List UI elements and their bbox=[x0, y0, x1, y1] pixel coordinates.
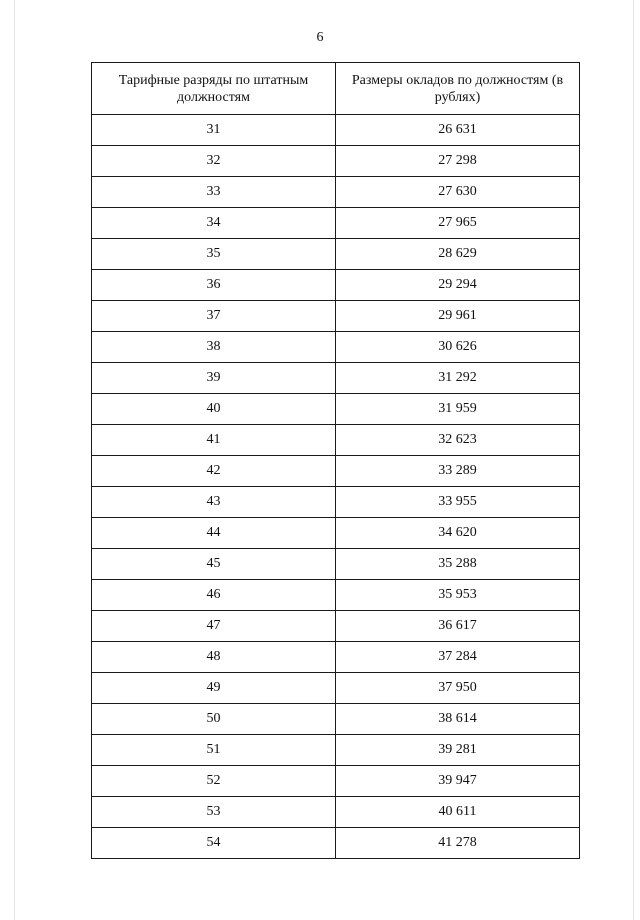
cell-salary: 41 278 bbox=[336, 828, 580, 859]
table-body bbox=[92, 115, 580, 859]
cell-salary: 40 611 bbox=[336, 797, 580, 828]
cell-salary: 30 626 bbox=[336, 332, 580, 363]
cell-grade: 53 bbox=[92, 797, 336, 828]
table-row bbox=[92, 146, 580, 177]
salary-table bbox=[91, 62, 580, 859]
table-row bbox=[92, 270, 580, 301]
cell-grade: 35 bbox=[92, 239, 336, 270]
table-row bbox=[92, 208, 580, 239]
cell-salary: 36 617 bbox=[336, 611, 580, 642]
cell-grade: 50 bbox=[92, 704, 336, 735]
cell-grade: 31 bbox=[92, 115, 336, 146]
cell-grade: 49 bbox=[92, 673, 336, 704]
cell-salary: 35 288 bbox=[336, 549, 580, 580]
table-row bbox=[92, 549, 580, 580]
cell-grade: 36 bbox=[92, 270, 336, 301]
cell-grade: 39 bbox=[92, 363, 336, 394]
cell-salary: 39 281 bbox=[336, 735, 580, 766]
cell-grade: 45 bbox=[92, 549, 336, 580]
table-row bbox=[92, 487, 580, 518]
table-row bbox=[92, 642, 580, 673]
cell-salary: 27 965 bbox=[336, 208, 580, 239]
cell-grade: 44 bbox=[92, 518, 336, 549]
table-header-row bbox=[92, 63, 580, 115]
cell-grade: 33 bbox=[92, 177, 336, 208]
page-number: 6 bbox=[316, 30, 324, 45]
cell-grade: 46 bbox=[92, 580, 336, 611]
cell-salary: 37 284 bbox=[336, 642, 580, 673]
cell-grade: 42 bbox=[92, 456, 336, 487]
table-row bbox=[92, 611, 580, 642]
cell-salary: 31 292 bbox=[336, 363, 580, 394]
table-row bbox=[92, 735, 580, 766]
cell-salary: 29 294 bbox=[336, 270, 580, 301]
cell-salary: 34 620 bbox=[336, 518, 580, 549]
header-grade: Тарифные разряды по штатным должностям bbox=[92, 63, 336, 115]
cell-salary: 29 961 bbox=[336, 301, 580, 332]
scan-edge-line-left bbox=[14, 0, 15, 920]
cell-salary: 27 630 bbox=[336, 177, 580, 208]
cell-grade: 43 bbox=[92, 487, 336, 518]
cell-grade: 37 bbox=[92, 301, 336, 332]
table-row bbox=[92, 704, 580, 735]
table-row bbox=[92, 332, 580, 363]
cell-grade: 47 bbox=[92, 611, 336, 642]
table-row bbox=[92, 239, 580, 270]
table-row bbox=[92, 673, 580, 704]
table-row bbox=[92, 766, 580, 797]
cell-grade: 54 bbox=[92, 828, 336, 859]
table-row bbox=[92, 301, 580, 332]
cell-salary: 32 623 bbox=[336, 425, 580, 456]
cell-salary: 33 289 bbox=[336, 456, 580, 487]
table-row bbox=[92, 518, 580, 549]
table-row bbox=[92, 456, 580, 487]
table-row bbox=[92, 828, 580, 859]
cell-grade: 41 bbox=[92, 425, 336, 456]
header-salary: Размеры окладов по должностям (в рублях) bbox=[336, 63, 580, 115]
cell-grade: 40 bbox=[92, 394, 336, 425]
cell-salary: 31 959 bbox=[336, 394, 580, 425]
table-row bbox=[92, 797, 580, 828]
table-row bbox=[92, 177, 580, 208]
cell-grade: 34 bbox=[92, 208, 336, 239]
cell-salary: 35 953 bbox=[336, 580, 580, 611]
cell-salary: 27 298 bbox=[336, 146, 580, 177]
table-row bbox=[92, 425, 580, 456]
cell-salary: 39 947 bbox=[336, 766, 580, 797]
cell-salary: 37 950 bbox=[336, 673, 580, 704]
cell-grade: 48 bbox=[92, 642, 336, 673]
table-row bbox=[92, 363, 580, 394]
table-row bbox=[92, 115, 580, 146]
table-row bbox=[92, 394, 580, 425]
cell-salary: 38 614 bbox=[336, 704, 580, 735]
cell-salary: 33 955 bbox=[336, 487, 580, 518]
cell-grade: 51 bbox=[92, 735, 336, 766]
cell-salary: 26 631 bbox=[336, 115, 580, 146]
cell-grade: 38 bbox=[92, 332, 336, 363]
cell-grade: 32 bbox=[92, 146, 336, 177]
cell-grade: 52 bbox=[92, 766, 336, 797]
table-row bbox=[92, 580, 580, 611]
cell-salary: 28 629 bbox=[336, 239, 580, 270]
scan-edge-line-right bbox=[633, 0, 634, 920]
